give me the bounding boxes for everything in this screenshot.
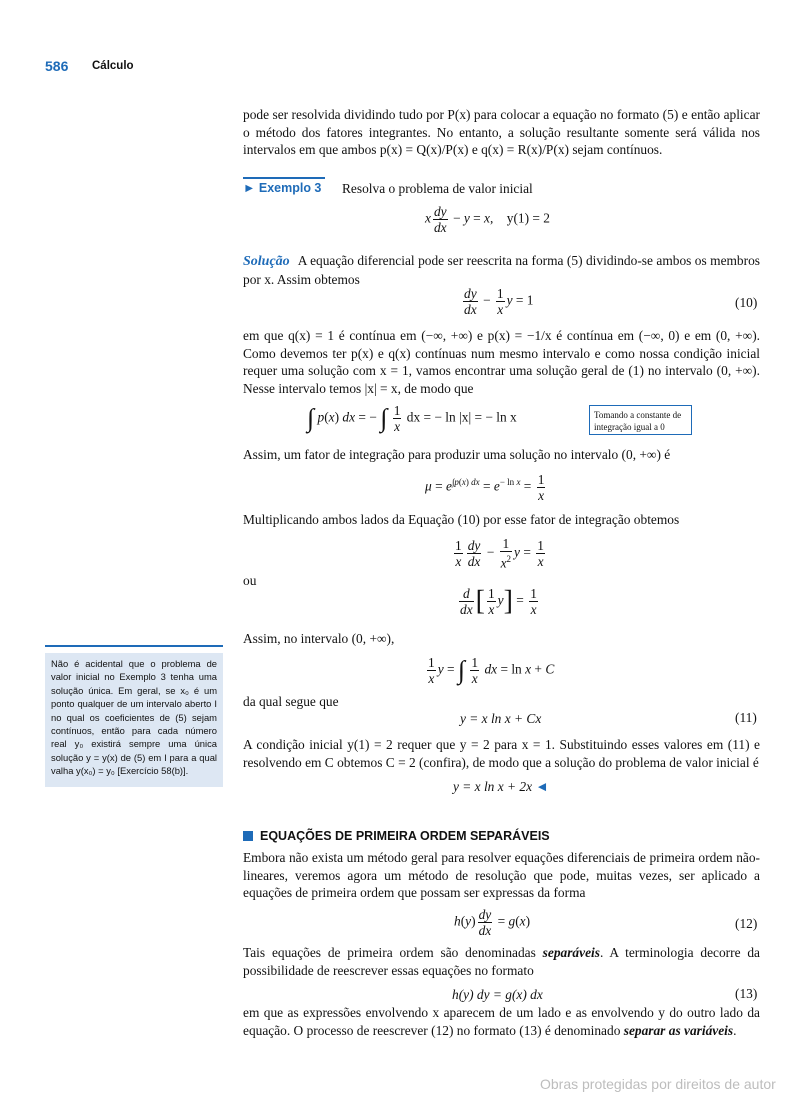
initial-condition: y(1) = 2 — [506, 210, 551, 226]
equation-13-number: (13) — [735, 986, 758, 1001]
margin-note: Tomando a constante de integração igual a 0 — [589, 405, 692, 435]
solution-paragraph-3: Assim, um fator de integração para produzir uma solução no intervalo (0, +∞) é — [243, 447, 671, 462]
ou-text: ou — [243, 573, 257, 588]
equation-10: $\frac{dy}{dx}$ − $\frac{1}{x}$ y = 1 — [464, 286, 534, 317]
example-arrow-icon: ► — [243, 181, 256, 195]
equation-13: h(y) dy = g(x) dx — [452, 987, 543, 1002]
solution-label: Solução — [243, 254, 290, 269]
final-solution — [453, 778, 549, 796]
section-square-icon — [243, 831, 253, 841]
para3-part-b: . — [733, 1022, 737, 1038]
book-title: Cálculo — [92, 60, 134, 72]
solution-paragraph-7: A condição inicial y(1) = 2 requer que y = 2 para x = 1. Substituindo esses valores em (11) e resolvendo em C obtemos C = 2 (confira), de modo que a solução do problema de valor inicial é — [243, 737, 760, 770]
solution-paragraph-2: em que q(x) = 1 é contínua em (−∞, +∞) e p(x) = −1/x é contínua em (−∞, 0) e em (0, +∞). Como devemos ter p(x) e q(x) contínuas num mesmo intervalo e como nossa condição inicial requer uma solução com x = 1, vamos encontrar uma solução geral de (1) no intervalo (0, +∞). Nesse intervalo temos |x| = x, de modo que — [243, 328, 760, 396]
solution-paragraph-6: da qual segue que — [243, 694, 339, 709]
integral-rhs: dx = − ln |x| = − ln x — [406, 409, 517, 425]
example-statement: Resolva o problema de valor inicial — [342, 181, 533, 196]
solution-text: A equação diferencial pode ser reescrita na forma (5) dividindo-se ambos os membros por x. Assim obtemos — [243, 253, 760, 287]
copyright-footer: Obras protegidas por direitos de autor — [540, 1076, 776, 1092]
equation-11-number: (11) — [735, 710, 757, 725]
derivative-equation: $\frac{d}{dx}$ [ $\frac{1}{x}$ y] = $\frac{1}{x}$ — [460, 585, 537, 617]
equation-12: h(y) $\frac{dy}{dx}$ = g(x) — [454, 907, 531, 938]
solution-paragraph — [243, 252, 760, 288]
solution-paragraph-5: Assim, no intervalo (0, +∞), — [243, 631, 395, 646]
separate-variables-term: separar as variáveis — [623, 1022, 734, 1038]
intro-paragraph: pode ser resolvida dividindo tudo por P(x) para colocar a equação no formato (5) e então aplicar o método dos fatores integrantes. No entanto, a solução resultante somente será válida nos intervalos em que ambos p(x) = Q(x)/P(x) e q(x) = R(x)/P(x) sejam contínuos. — [243, 107, 760, 157]
section-paragraph-1: Embora não exista um método geral para resolver equações diferenciais de primeira ordem não-lineares, veremos agora um método de resolução que pode, muitas vezes, ser aplicado a equações de primeira ordem que possam ser expressas da forma — [243, 850, 760, 900]
integral-equation: ∫ p(x) dx = − ∫ $\frac{1}{x}$ dx = − ln |x| = − ln x — [307, 403, 517, 434]
section-paragraph-2 — [243, 944, 760, 979]
equation-11: y = x ln x + Cx — [460, 711, 542, 726]
para2-part-b: . A terminologia decorre da possibilidade de reescrever essas equações no formato — [243, 945, 760, 978]
page-number: 586 — [45, 58, 69, 74]
integration-equation: $\frac{1}{x}$ y = ∫ $\frac{1}{x}$ dx = ln x + C — [428, 655, 555, 686]
final-solution-text: y = x ln x + 2x — [453, 779, 533, 794]
example-rule — [243, 177, 325, 179]
example-label-text: Exemplo 3 — [258, 181, 322, 195]
para2-part-a: Tais equações de primeira ordem são denominadas — [243, 945, 543, 960]
para3-part-a: em que as expressões envolvendo x aparecem de um lado e as envolvendo y do outro lado da equação. O processo de reescrever (12) no formato (13) é denominado — [243, 1005, 760, 1038]
equation-10-number: (10) — [735, 295, 758, 310]
end-triangle-icon: ◄ — [535, 779, 549, 794]
example-label — [243, 181, 321, 195]
sidebar-note: Não é acidental que o problema de valor inicial no Exemplo 3 tenha uma solução única. Em geral, se x₀ é um ponto qualquer de um intervalo aberto I no qual os coeficientes de (5) sejam contínuos, então para cada número real y₀ existirá sempre uma única solução y = y(x) de (5) em I para a qual valha y(x₀) = y₀ [Exercício 58(b)]. — [45, 653, 223, 787]
section-heading: EQUAÇÕES DE PRIMEIRA ORDEM SEPARÁVEIS — [260, 829, 550, 843]
separable-term: separáveis — [542, 945, 600, 960]
section-paragraph-3 — [243, 1004, 760, 1039]
equation-12-number: (12) — [735, 916, 758, 931]
solution-paragraph-4: Multiplicando ambos lados da Equação (10) por esse fator de integração obtemos — [243, 512, 680, 527]
sidebar-rule — [45, 645, 223, 647]
example-equation: x $\frac{dy}{dx}$ − y = x, y(1) = 2 — [425, 204, 551, 235]
multiplied-equation: $\frac{1}{x}$ $\frac{dy}{dx}$ − $\frac{1}{x^2}$ y = $\frac{1}{x}$ — [455, 536, 544, 571]
integrating-factor-equation: $\mu = e^{\int p(x) dx} = e^{- ln x}$ = $\frac{1}{x}$ — [425, 472, 545, 503]
